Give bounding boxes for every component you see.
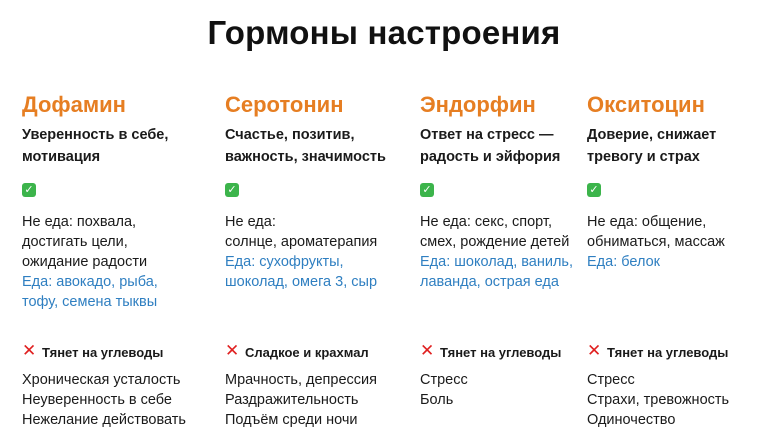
cross-icon: ✕ (22, 341, 37, 360)
craving-label: Сладкое и крахмал (245, 345, 369, 360)
hormone-name: Дофамин (22, 92, 126, 117)
food-sources: Еда: сухофрукты, (225, 254, 344, 270)
page-title: Гормоны настроения (207, 14, 561, 51)
cross-icon: ✕ (420, 341, 435, 360)
check-mark-icon: ✓ (22, 183, 36, 197)
hormone-description: Ответ на стресс — радость и эйфория (420, 127, 561, 165)
food-sources: Еда: авокадо, рыба, (22, 274, 158, 290)
hormone-name: Серотонин (225, 92, 344, 117)
sources-list: Не еда: солнце, ароматерапия Еда: сухофрукты, шоколад, омега 3, сыр (225, 214, 378, 290)
food-sources: шоколад, омега 3, сыр (225, 274, 378, 290)
check-mark-icon: ✓ (587, 183, 601, 197)
sources-list: Не еда: похвала, достигать цели, ожидание радости Еда: авокадо, рыба, тофу, семена тыквы (22, 214, 158, 310)
deficiency-symptoms: Стресс Страхи, тревожность Одиночество (587, 372, 730, 428)
food-sources: лаванда, острая еда (420, 274, 559, 290)
deficiency-symptoms: Хроническая усталость Неуверенность в себе Нежелание действовать (22, 372, 186, 428)
craving-label: Тянет на углеводы (607, 345, 729, 360)
cross-icon: ✕ (587, 341, 602, 360)
sources-list: Не еда: общение, обниматься, массаж Еда: белок (587, 214, 725, 270)
food-sources: тофу, семена тыквы (22, 294, 158, 310)
sources-list: Не еда: секс, спорт, смех, рождение детей Еда: шоколад, ваниль, лаванда, острая еда (420, 214, 574, 290)
hormone-description: Доверие, снижает тревогу и страх (587, 127, 717, 165)
craving-label: Тянет на углеводы (42, 345, 164, 360)
hormone-name: Окситоцин (587, 92, 705, 117)
hormone-name: Эндорфин (420, 92, 536, 117)
check-mark-icon: ✓ (225, 183, 239, 197)
cross-icon: ✕ (225, 341, 240, 360)
food-sources: Еда: шоколад, ваниль, (420, 254, 574, 270)
food-sources: Еда: белок (587, 254, 661, 270)
deficiency-symptoms: Мрачность, депрессия Раздражительность Подъём среди ночи (225, 372, 377, 428)
craving-label: Тянет на углеводы (440, 345, 562, 360)
hormone-description: Счастье, позитив, важность, значимость (225, 127, 386, 165)
deficiency-symptoms: Стресс Боль (420, 372, 468, 408)
check-mark-icon: ✓ (420, 183, 434, 197)
hormone-description: Уверенность в себе, мотивация (22, 127, 169, 165)
